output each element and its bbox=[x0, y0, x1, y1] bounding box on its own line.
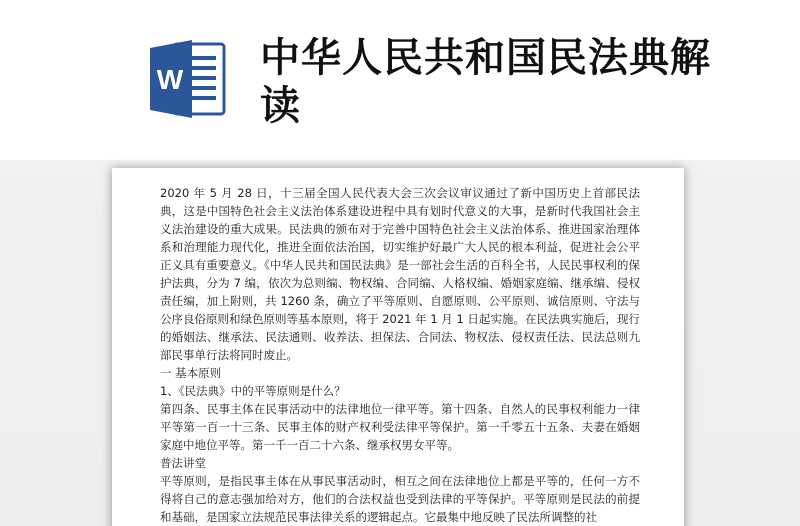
document-body bbox=[160, 184, 640, 526]
intro-paragraph: 2020 年 5 月 28 日，十三届全国人民代表大会三次会议审议通过了新中国历史上首部民法典，这是中国特色社会主义法治体系建设进程中具有划时代意义的大事，是新时代我国社会主义法治建设的重大成果。民法典的颁布对于完善中国特色社会主义法治体系、推进国家治理体系和治理能力现代化，推进全面依法治国，切实维护好最广大人民的根本利益，促进社会公平正义具有重要意义。《中华人民共和国民法典》是一部社会生活的百科全书，人民民事权利的保护法典，分为 7 编，依次为总则编、物权编、合同编、人格权编、婚姻家庭编、继承编、侵权责任编，加上附则，共 1260 条，确立了平等原则、自愿原则、公平原则、诚信原则、守法与公序良俗原则和绿色原则等基本原则，将于 2021 年 1 月 1 日起实施。在民法典实施后，现行的婚姻法、继承法、民法通则、收养法、担保法、合同法、物权法、侵权责任法、民法总则九部民事单行法将同时废止。 bbox=[160, 186, 640, 362]
law-articles-paragraph: 第四条、民事主体在民事活动中的法律地位一律平等。第十四条、自然人的民事权利能力一律平等第一百一十三条、民事主体的财产权利受法律平等保护。第一千零五十五条、夫妻在婚姻家庭中地位平等。第一千一百二十六条、继承权男女平等。 bbox=[160, 402, 640, 452]
word-icon-letter: W bbox=[156, 64, 184, 95]
header bbox=[0, 0, 800, 160]
section-heading: 一 基本原则 bbox=[160, 366, 222, 380]
question-heading: 1、《民法典》中的平等原则是什么？ bbox=[160, 384, 346, 398]
word-document-icon bbox=[148, 36, 228, 122]
document-title: 中华人民共和国民法典解读 bbox=[260, 35, 711, 129]
explanation-paragraph: 平等原则，是指民事主体在从事民事活动时，相互之间在法律地位上都是平等的，任何一方不得将自己的意志强加给对方，他们的合法权益也受到法律的平等保护。平等原则是民法的前提和基础，是国家立法规范民事法律关系的逻辑起点。它最集中地反映了民法所调整的社 bbox=[160, 474, 640, 524]
subsection-heading: 普法讲堂 bbox=[160, 456, 206, 470]
document-page bbox=[112, 168, 684, 526]
